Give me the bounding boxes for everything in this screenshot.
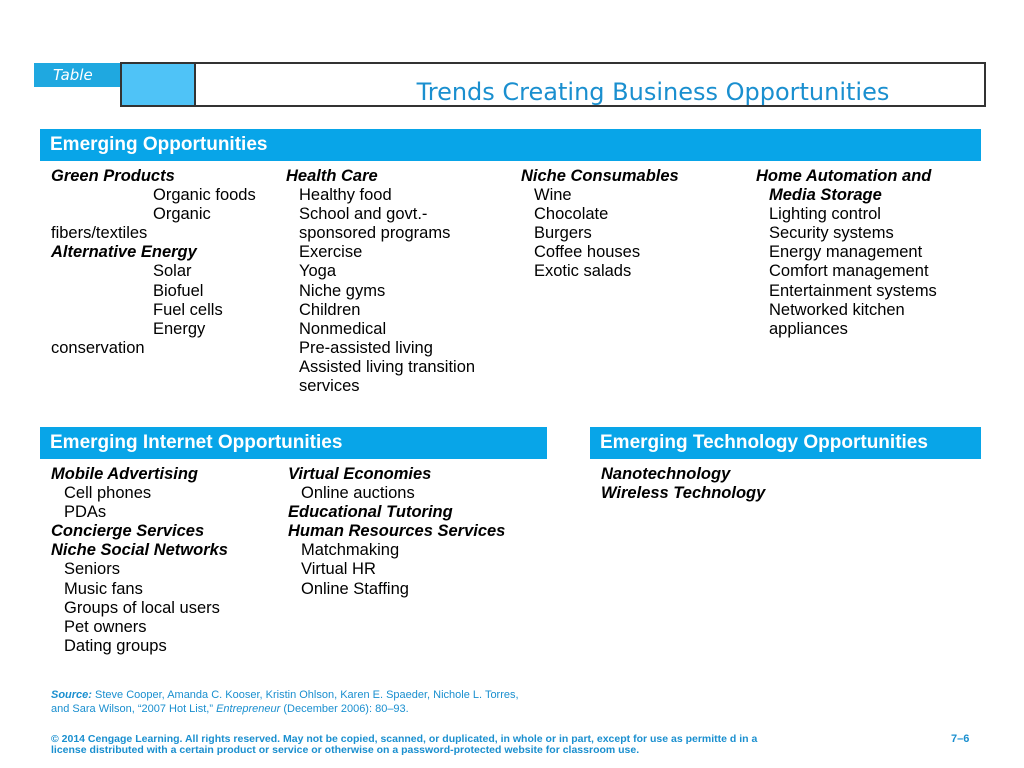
list-item: Matchmaking: [301, 541, 400, 560]
source-journal: Entrepreneur: [216, 703, 281, 715]
list-item: Networked kitchen: [769, 300, 905, 319]
list-item: Pre-assisted living: [299, 338, 433, 357]
category-heading: Niche Consumables: [521, 167, 679, 185]
list-item: Energy management: [769, 243, 923, 262]
green-products-column: [51, 167, 276, 358]
list-item: Online Staffing: [301, 579, 409, 598]
list-item: Lighting control: [769, 205, 881, 224]
internet-column-1: [51, 465, 281, 656]
list-item: Security systems: [769, 224, 894, 243]
list-item: Wine: [534, 186, 572, 205]
category-heading: Educational Tutoring: [288, 503, 453, 522]
category-heading: Alternative Energy: [51, 243, 197, 262]
list-item: Entertainment systems: [769, 281, 937, 300]
list-item: Burgers: [534, 224, 592, 243]
list-item: Organic foods: [153, 186, 256, 205]
category-heading: Nanotechnology: [601, 465, 731, 483]
list-item: Exercise: [299, 243, 363, 262]
list-item: Biofuel: [153, 281, 204, 300]
list-item: Music fans: [64, 579, 143, 598]
page-number: 7–6: [951, 733, 970, 745]
source-label: Source:: [51, 689, 92, 701]
list-item: Children: [299, 300, 361, 319]
category-heading: Wireless Technology: [601, 484, 766, 503]
list-item: Cell phones: [64, 484, 152, 503]
niche-consumables-column: [521, 167, 746, 282]
emerging-internet-opportunities-header: Emerging Internet Opportunities: [40, 427, 547, 459]
category-heading: Concierge Services: [51, 522, 205, 541]
list-item: Niche gyms: [299, 281, 386, 300]
technology-column: [601, 465, 971, 503]
category-heading: Home Automation and: [756, 167, 932, 185]
copyright-notice: © 2014 Cengage Learning. All rights reserved. May not be copied, scanned, or duplicated, in whole or in part, except for use as permitte d in a license distributed with a certain product or service or otherwise on a password-protected website for classroom use.: [51, 733, 758, 756]
list-item: Exotic salads: [534, 262, 632, 281]
title-color-swatch: [122, 64, 196, 105]
category-heading: Human Resources Services: [288, 522, 506, 541]
list-item: Comfort management: [769, 262, 929, 281]
list-item: services: [299, 377, 360, 396]
list-item: Energy: [153, 319, 206, 338]
home-automation-column: [756, 167, 981, 339]
list-item: fibers/textiles: [51, 224, 148, 243]
title-frame: [120, 62, 986, 107]
source-date: (December 2006): 80–93.: [283, 703, 409, 715]
list-item: PDAs: [64, 503, 107, 522]
list-item: Online auctions: [301, 484, 415, 503]
category-heading: Mobile Advertising: [51, 465, 198, 483]
list-item: Solar: [153, 262, 192, 281]
category-heading: Virtual Economies: [288, 465, 432, 483]
list-item: Nonmedical: [299, 319, 387, 338]
page-title: Trends Creating Business Opportunities: [416, 78, 890, 106]
source-authors: Steve Cooper, Amanda C. Kooser, Kristin Ohlson, Karen E. Spaeder, Nichole L. Torres, and Sara Wilson, “2007 Hot List,”: [51, 689, 519, 715]
list-item: Dating groups: [64, 636, 167, 655]
list-item: appliances: [769, 319, 848, 338]
list-item: Fuel cells: [153, 300, 223, 319]
emerging-opportunities-header: Emerging Opportunities: [40, 129, 981, 161]
table-tab-label: Table: [34, 63, 121, 87]
category-heading: Green Products: [51, 167, 175, 185]
emerging-technology-opportunities-header: Emerging Technology Opportunities: [590, 427, 981, 459]
list-item: Coffee houses: [534, 243, 641, 262]
list-item: conservation: [51, 338, 145, 357]
source-citation: [51, 688, 521, 716]
category-heading: Niche Social Networks: [51, 541, 228, 560]
list-item: Seniors: [64, 560, 120, 579]
internet-column-2: [288, 465, 543, 599]
health-care-column: [286, 167, 511, 396]
list-item: sponsored programs: [299, 224, 451, 243]
list-item: Assisted living transition: [299, 357, 476, 376]
list-item: Groups of local users: [64, 598, 220, 617]
category-heading: Health Care: [286, 167, 378, 185]
list-item: Pet owners: [64, 617, 147, 636]
list-item: Chocolate: [534, 205, 609, 224]
list-item: Healthy food: [299, 186, 392, 205]
category-heading: Media Storage: [769, 186, 882, 205]
list-item: Yoga: [299, 262, 337, 281]
list-item: Virtual HR: [301, 560, 376, 579]
list-item: Organic: [153, 205, 211, 224]
list-item: School and govt.-: [299, 205, 428, 224]
